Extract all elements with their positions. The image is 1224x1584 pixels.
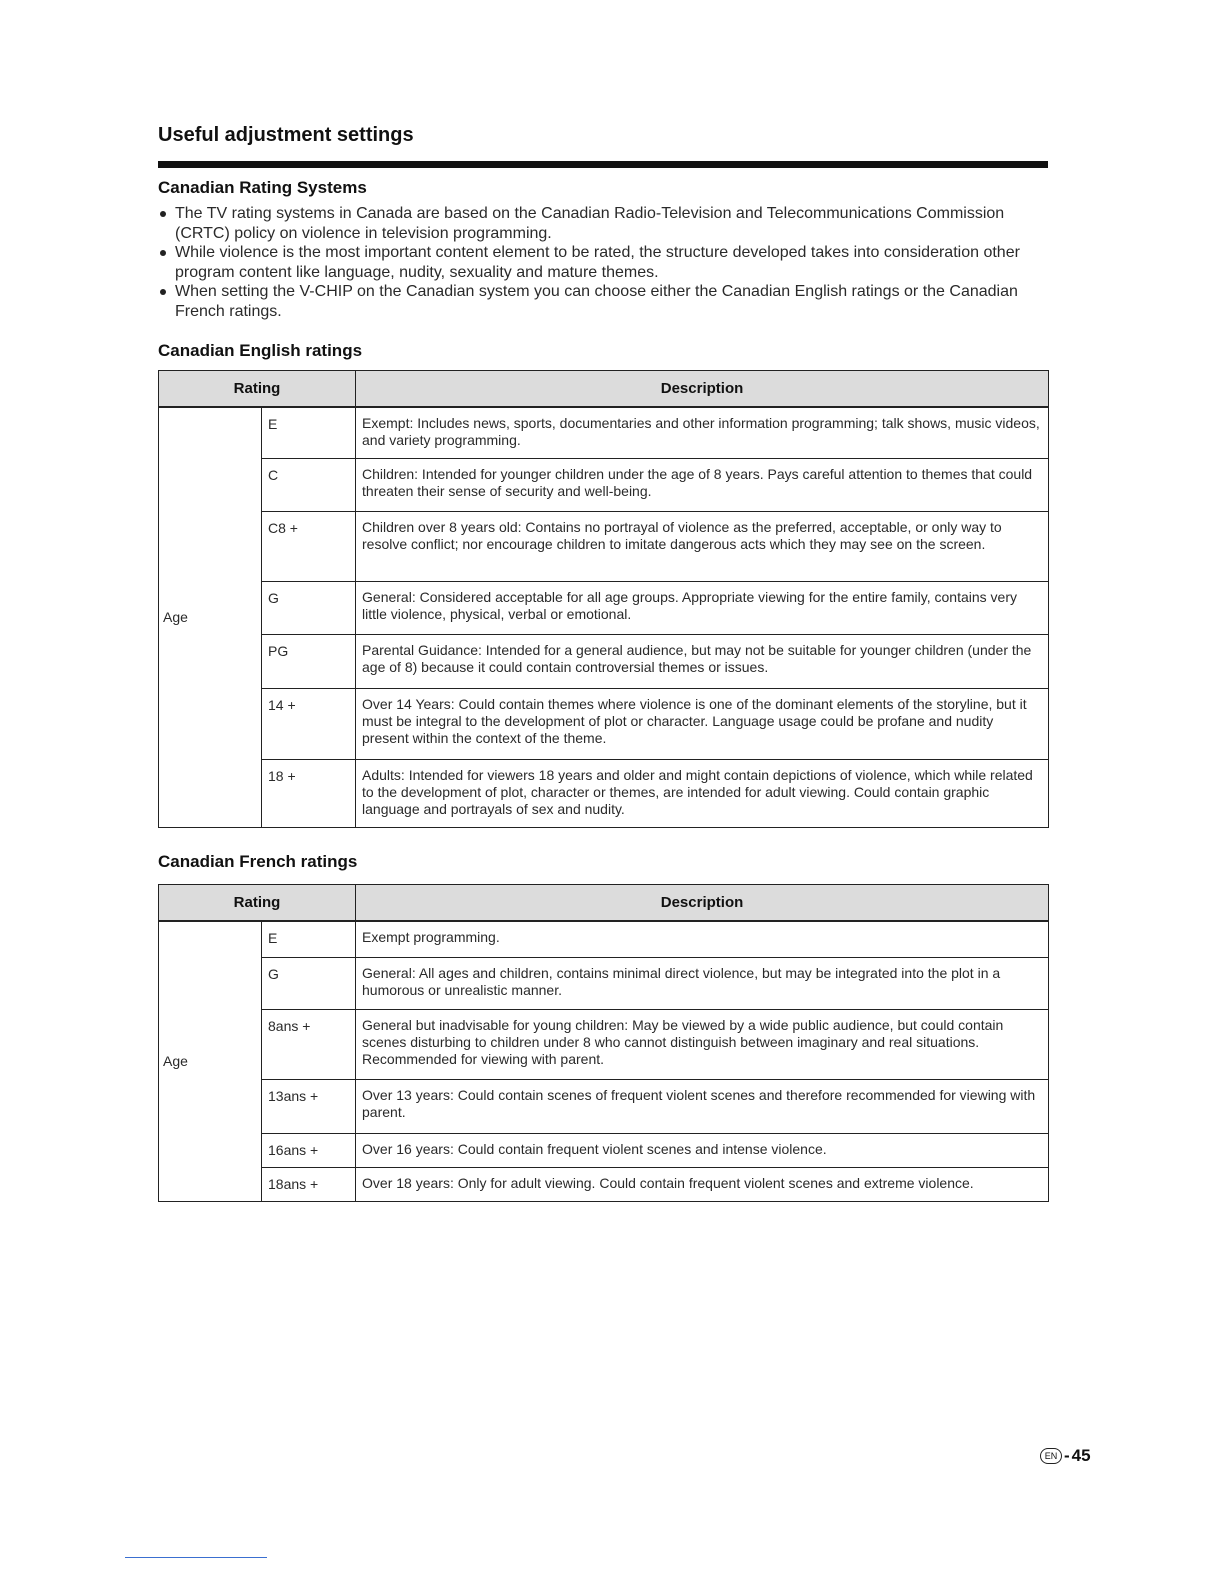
rating-code: 14 + bbox=[262, 689, 356, 760]
table-row bbox=[159, 582, 1049, 635]
rating-column-header: Rating bbox=[159, 371, 356, 407]
rating-description: Over 13 years: Could contain scenes of frequent violent scenes and therefore recommended for viewing with parent. bbox=[356, 1080, 1049, 1134]
age-group-label: Age bbox=[159, 921, 262, 1202]
description-column-header: Description bbox=[356, 371, 1049, 407]
rating-code: 13ans + bbox=[262, 1080, 356, 1134]
rating-description: General: All ages and children, contains minimal direct violence, but may be integrated into the plot in a humorous or unrealistic manner. bbox=[356, 958, 1049, 1010]
rating-description: General: Considered acceptable for all age groups. Appropriate viewing for the entire family, contains very little violence, physical, verbal or emotional. bbox=[356, 582, 1049, 635]
table-row bbox=[159, 635, 1049, 689]
rating-description: Over 16 years: Could contain frequent violent scenes and intense violence. bbox=[356, 1134, 1049, 1168]
table-row bbox=[159, 1134, 1049, 1168]
table-row bbox=[159, 958, 1049, 1010]
table-row bbox=[159, 1080, 1049, 1134]
table-row bbox=[159, 459, 1049, 512]
rating-code: C bbox=[262, 459, 356, 512]
page-title: Useful adjustment settings bbox=[158, 124, 414, 146]
rating-code: G bbox=[262, 582, 356, 635]
rating-code: C8 + bbox=[262, 512, 356, 582]
rating-description: Exempt programming. bbox=[356, 921, 1049, 958]
table-row bbox=[159, 1010, 1049, 1080]
title-rule bbox=[158, 161, 1048, 168]
table-row bbox=[159, 689, 1049, 760]
rating-description: General but inadvisable for young children: May be viewed by a wide public audience, but could contain scenes disturbing to children under 8 who cannot distinguish between imaginary and real situations. Recommended for viewing with parent. bbox=[356, 1010, 1049, 1080]
rating-code: 8ans + bbox=[262, 1010, 356, 1080]
rating-description: Over 14 Years: Could contain themes where violence is one of the dominant elements of the storyline, but it must be integral to the development of plot or character. Language usage could be profane and nudity present within the context of the theme. bbox=[356, 689, 1049, 760]
table-row bbox=[159, 760, 1049, 828]
age-group-label: Age bbox=[159, 407, 262, 828]
table-row bbox=[159, 512, 1049, 582]
rating-code: E bbox=[262, 407, 356, 459]
description-column-header: Description bbox=[356, 885, 1049, 921]
table-row bbox=[159, 921, 1049, 958]
english-ratings-table bbox=[158, 370, 1049, 828]
french-ratings-table bbox=[158, 884, 1049, 1202]
rating-code: 18 + bbox=[262, 760, 356, 828]
rating-description: Exempt: Includes news, sports, documentaries and other information programming; talk shows, music videos, and variety programming. bbox=[356, 407, 1049, 459]
rating-column-header: Rating bbox=[159, 885, 356, 921]
language-badge-icon: EN bbox=[1040, 1448, 1062, 1464]
rating-systems-bullets bbox=[158, 204, 1038, 321]
footer-rule bbox=[125, 1557, 267, 1558]
rating-code: 16ans + bbox=[262, 1134, 356, 1168]
rating-description: Adults: Intended for viewers 18 years and older and might contain depictions of violence, which while related to the development of plot, character or themes, are intended for adult viewing. Could contain graphic language and portrayals of sex and nudity. bbox=[356, 760, 1049, 828]
rating-code: G bbox=[262, 958, 356, 1010]
rating-description: Children over 8 years old: Contains no portrayal of violence as the preferred, acceptable, or only way to resolve conflict; nor encourage children to imitate dangerous acts which they may see on the screen. bbox=[356, 512, 1049, 582]
bullet-item: The TV rating systems in Canada are based on the Canadian Radio-Television and Telecommunications Commission (CRTC) policy on violence in television programming. bbox=[158, 204, 1038, 243]
english-ratings-heading: Canadian English ratings bbox=[158, 341, 363, 360]
bullet-item: While violence is the most important content element to be rated, the structure developed takes into consideration other program content like language, nudity, sexuality and mature themes. bbox=[158, 243, 1038, 282]
bullet-item: When setting the V-CHIP on the Canadian system you can choose either the Canadian English ratings or the Canadian French ratings. bbox=[158, 282, 1038, 321]
page-number: 45 bbox=[1071, 1446, 1091, 1465]
rating-systems-heading: Canadian Rating Systems bbox=[158, 178, 367, 197]
table-row bbox=[159, 407, 1049, 459]
rating-code: PG bbox=[262, 635, 356, 689]
rating-description: Children: Intended for younger children under the age of 8 years. Pays careful attention to themes that could threaten their sense of security and well-being. bbox=[356, 459, 1049, 512]
page-footer bbox=[1040, 1446, 1091, 1466]
footer-separator: - bbox=[1064, 1446, 1070, 1465]
table-row bbox=[159, 1168, 1049, 1202]
rating-description: Parental Guidance: Intended for a general audience, but may not be suitable for younger children (under the age of 8) because it could contain controversial themes or issues. bbox=[356, 635, 1049, 689]
rating-description: Over 18 years: Only for adult viewing. Could contain frequent violent scenes and extreme violence. bbox=[356, 1168, 1049, 1202]
rating-code: 18ans + bbox=[262, 1168, 356, 1202]
rating-code: E bbox=[262, 921, 356, 958]
french-ratings-heading: Canadian French ratings bbox=[158, 852, 358, 871]
